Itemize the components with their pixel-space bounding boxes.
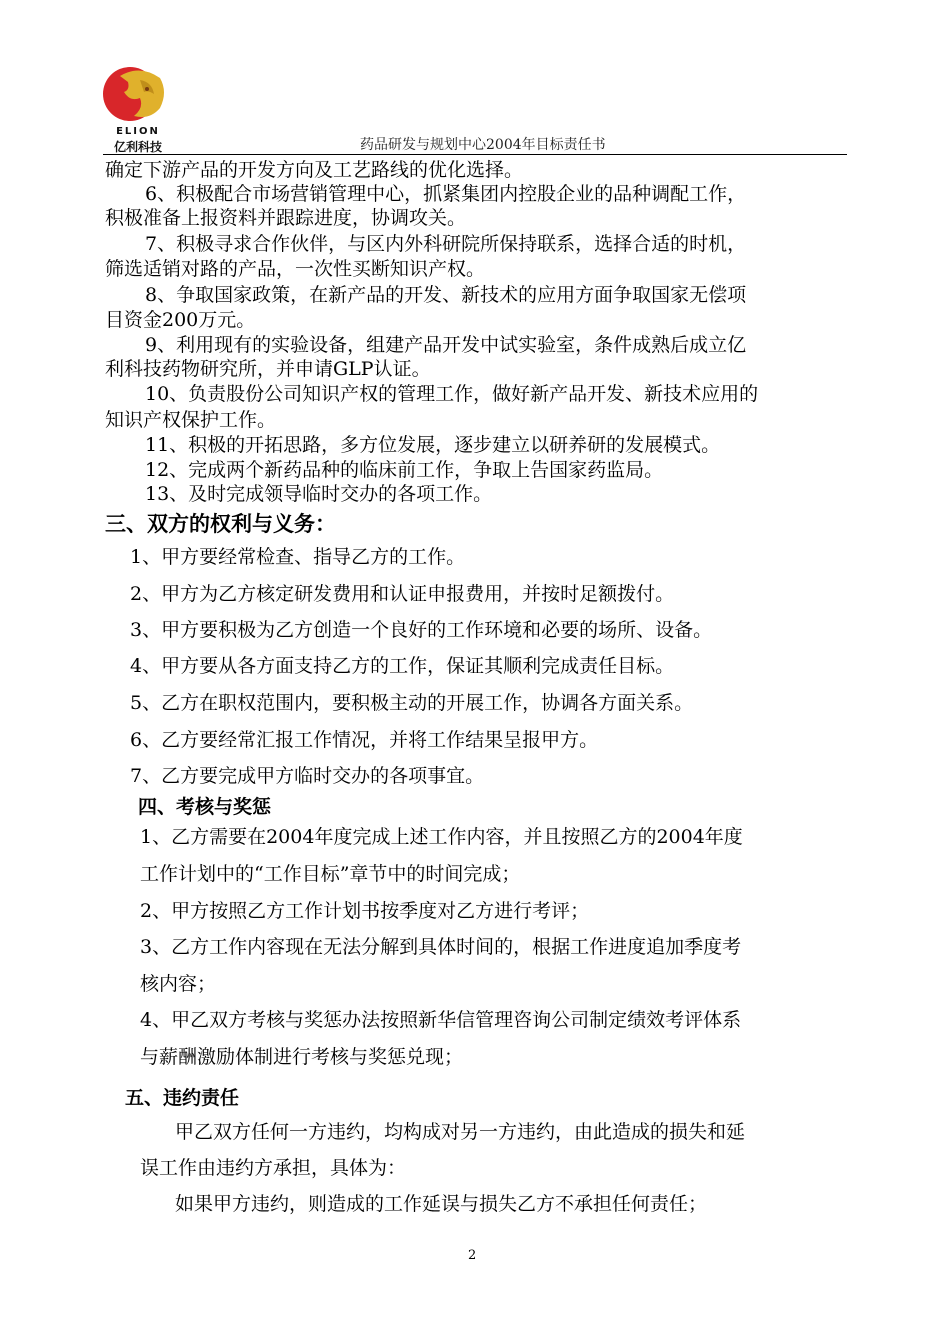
logo-chinese-text: 亿利科技 xyxy=(113,140,162,154)
paragraph-line: 工作计划中的“工作目标”章节中的时间完成； xyxy=(140,863,521,885)
paragraph-line: 7、积极寻求合作伙伴，与区内外科研院所保持联系，选择合适的时机， xyxy=(145,233,747,255)
paragraph-line: 筛选适销对路的产品，一次性买断知识产权。 xyxy=(105,258,486,280)
paragraph-line: 2、甲方按照乙方工作计划书按季度对乙方进行考评； xyxy=(140,900,590,922)
section5-heading: 五、违约责任 xyxy=(125,1087,240,1109)
paragraph-line: 如果甲方违约，则造成的工作延误与损失乙方不承担任何责任； xyxy=(175,1193,708,1215)
paragraph-line: 8、争取国家政策，在新产品的开发、新技术的应用方面争取国家无偿项 xyxy=(145,284,747,306)
list-item: 3、甲方要积极为乙方创造一个良好的工作环境和必要的场所、设备。 xyxy=(130,619,713,641)
list-item: 6、乙方要经常汇报工作情况，并将工作结果呈报甲方。 xyxy=(130,729,599,751)
paragraph-line: 4、甲乙双方考核与奖惩办法按照新华信管理咨询公司制定绩效考评体系 xyxy=(140,1009,742,1031)
paragraph-line: 3、乙方工作内容现在无法分解到具体时间的，根据工作进度追加季度考 xyxy=(140,936,742,958)
paragraph-line: 13、及时完成领导临时交办的各项工作。 xyxy=(145,483,493,505)
list-item: 2、甲方为乙方核定研发费用和认证申报费用，并按时足额拨付。 xyxy=(130,583,675,605)
logo-brand-text: ELION xyxy=(116,126,160,137)
paragraph-line: 9、利用现有的实验设备，组建产品开发中试实验室，条件成熟后成立亿 xyxy=(145,334,747,356)
paragraph-line: 12、完成两个新药品种的临床前工作，争取上告国家药监局。 xyxy=(145,459,664,481)
paragraph-line: 与薪酬激励体制进行考核与奖惩兑现； xyxy=(140,1046,464,1068)
paragraph-line: 误工作由违约方承担，具体为： xyxy=(140,1157,407,1179)
paragraph-line: 利科技药物研究所，并申请GLP认证。 xyxy=(105,358,431,380)
paragraph-line: 6、积极配合市场营销管理中心，抓紧集团内控股企业的品种调配工作， xyxy=(145,183,747,205)
list-item: 1、甲方要经常检查、指导乙方的工作。 xyxy=(130,546,466,568)
paragraph-line: 目资金200万元。 xyxy=(105,309,256,331)
header-divider xyxy=(103,154,847,155)
list-item: 7、乙方要完成甲方临时交办的各项事宜。 xyxy=(130,765,485,787)
section4-heading: 四、考核与奖惩 xyxy=(138,796,272,818)
paragraph-line: 确定下游产品的开发方向及工艺路线的优化选择。 xyxy=(105,159,524,181)
document-header-title: 药品研发与规划中心2004年目标责任书 xyxy=(360,137,606,153)
paragraph-line: 知识产权保护工作。 xyxy=(105,409,277,431)
paragraph-line: 积极准备上报资料并跟踪进度，协调攻关。 xyxy=(105,207,467,229)
paragraph-line: 11、积极的开拓思路，多方位发展，逐步建立以研养研的发展模式。 xyxy=(145,434,721,456)
section3-heading: 三、双方的权利与义务： xyxy=(105,512,336,536)
paragraph-line: 10、负责股份公司知识产权的管理工作，做好新产品开发、新技术应用的 xyxy=(145,383,759,405)
paragraph-line: 甲乙双方任何一方违约，均构成对另一方违约，由此造成的损失和延 xyxy=(175,1121,746,1143)
paragraph-line: 核内容； xyxy=(140,973,217,995)
paragraph-line: 1、乙方需要在2004年度完成上述工作内容，并且按照乙方的2004年度 xyxy=(140,826,743,848)
list-item: 4、甲方要从各方面支持乙方的工作，保证其顺利完成责任目标。 xyxy=(130,655,675,677)
list-item: 5、乙方在职权范围内，要积极主动的开展工作，协调各方面关系。 xyxy=(130,692,694,714)
page-number: 2 xyxy=(468,1248,477,1263)
